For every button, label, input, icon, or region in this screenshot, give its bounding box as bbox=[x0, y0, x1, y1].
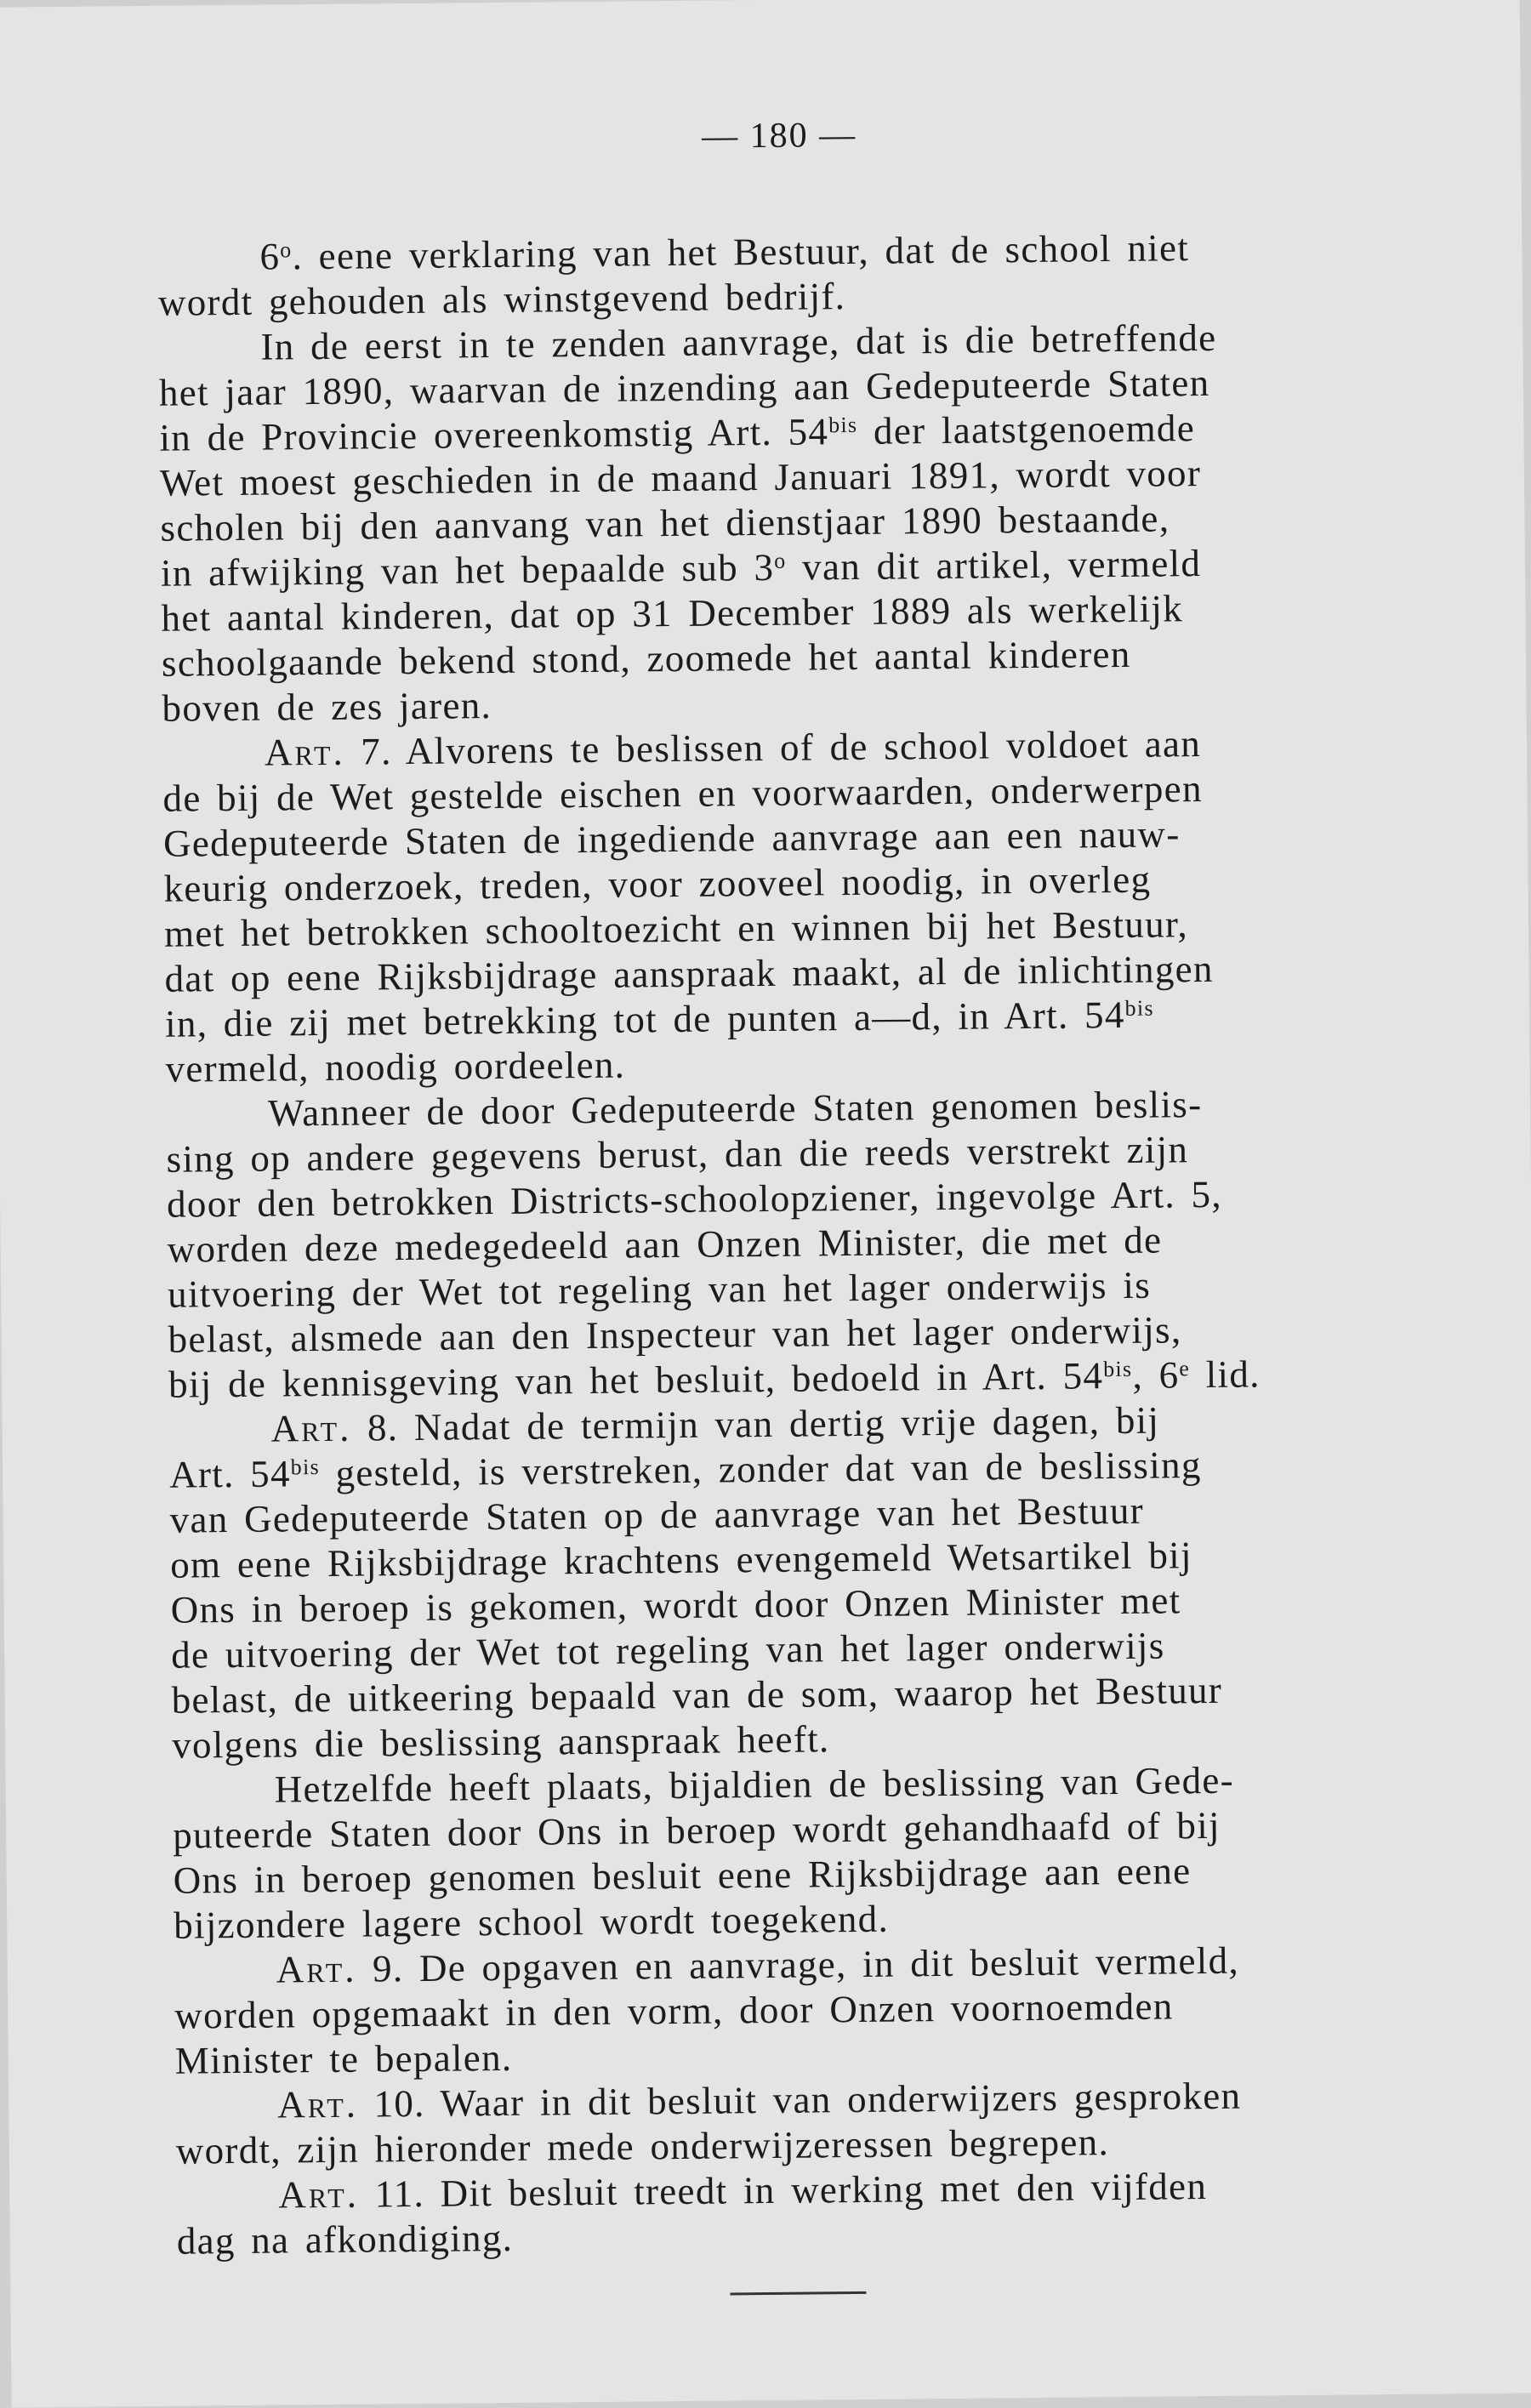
text-run: het jaar 1890, waarvan de inzending aan Gedeputeerde Staten bbox=[158, 361, 1210, 414]
text-run: bijzondere lagere school wordt toegekend. bbox=[174, 1897, 890, 1947]
text-run: van dit artikel, vermeld bbox=[786, 542, 1202, 589]
text-run: 8. Nadat de termijn van dertig vrije dagen, bij bbox=[351, 1398, 1160, 1449]
text-run: om eene Rijksbijdrage krachtens evengemeld Wetsartikel bij bbox=[169, 1534, 1192, 1586]
text-run: met het betrokken schooltoezicht en winnen bij het Bestuur, bbox=[163, 902, 1189, 955]
text-run: 7. Alvorens te beslissen of de school voldoet aan bbox=[344, 722, 1202, 773]
text-run: door den betrokken Districts-schoolopziener, ingevolge Art. 5, bbox=[166, 1172, 1223, 1226]
text-run: uitvoering der Wet tot regeling van het lager onderwijs is bbox=[167, 1263, 1152, 1316]
text-run: lid. bbox=[1189, 1352, 1261, 1397]
text-run: . eene verklaring van het Bestuur, dat de school niet bbox=[292, 226, 1190, 278]
text-run: wordt gehouden als winstgevend bedrijf. bbox=[157, 275, 846, 324]
text-run: Ons in beroep is gekomen, wordt door Onzen Minister met bbox=[170, 1579, 1181, 1631]
text-run: 11. Dit besluit treedt in werking met den vijfden bbox=[358, 2165, 1208, 2216]
text-run: vermeld, noodig oordeelen. bbox=[165, 1043, 626, 1090]
text-run: in afwijking van het bepaalde sub 3 bbox=[160, 545, 775, 595]
text-run: Hetzelfde heeft plaats, bijaldien de beslissing van Gede- bbox=[274, 1758, 1235, 1811]
text-run: in de Provincie overeenkomstig Art. 54 bbox=[159, 410, 829, 459]
text-run: worden opgemaakt in den vorm, door Onzen voornoemden bbox=[174, 1984, 1174, 2037]
text-run: dag na afkondiging. bbox=[176, 2216, 514, 2263]
body-text bbox=[157, 224, 1422, 2264]
text-run: puteerde Staten door Ons in beroep wordt gehandhaafd of bij bbox=[173, 1803, 1221, 1857]
superscript: bis bbox=[828, 412, 858, 438]
text-run: 6 bbox=[259, 235, 281, 278]
text-run: boven de zes jaren. bbox=[162, 684, 492, 730]
text-run: , 6 bbox=[1132, 1353, 1180, 1397]
text-run: 10. Waar in dit besluit van onderwijzers gesproken bbox=[357, 2074, 1242, 2126]
text-run: sing op andere gegevens berust, dan die reeds verstrekt zijn bbox=[166, 1128, 1189, 1181]
superscript: o bbox=[280, 237, 293, 263]
text-run: gesteld, is verstreken, zonder dat van de beslissing bbox=[319, 1443, 1202, 1495]
text-run: schoolgaande bekend stond, zoomede het aantal kinderen bbox=[161, 632, 1131, 685]
text-run: Ons in beroep genomen besluit eene Rijksbijdrage aan eene bbox=[173, 1849, 1192, 1902]
text-run: bij de kennisgeving van het besluit, bedoeld in Art. 54 bbox=[168, 1354, 1104, 1406]
text-run: wordt, zijn hieronder mede onderwijzeressen begrepen. bbox=[175, 2121, 1110, 2172]
text-run: de bij de Wet gestelde eischen en voorwaarden, onderwerpen bbox=[162, 767, 1203, 820]
superscript: bis bbox=[290, 1454, 321, 1480]
article-label: Art. bbox=[264, 730, 345, 774]
text-run: belast, de uitkeering bepaald van de som, waarop het Bestuur bbox=[171, 1668, 1223, 1722]
article-label: Art. bbox=[276, 1947, 357, 1991]
closing-rule bbox=[730, 2291, 866, 2296]
superscript: bis bbox=[1124, 995, 1154, 1021]
text-run: Gedeputeerde Staten de ingediende aanvrage aan een nauw- bbox=[162, 812, 1181, 865]
page-number: — 180 — bbox=[701, 115, 857, 157]
article-label: Art. bbox=[270, 1406, 352, 1450]
superscript: bis bbox=[1102, 1356, 1133, 1382]
text-run: van Gedeputeerde Staten op de aanvrage van het Bestuur bbox=[169, 1489, 1145, 1541]
text-run: de uitvoering der Wet tot regeling van het lager onderwijs bbox=[170, 1624, 1165, 1676]
text-run: in, die zij met betrekking tot de punten a—d, in Art. 54 bbox=[164, 993, 1125, 1045]
text-run: keurig onderzoek, treden, voor zooveel noodig, in overleg bbox=[163, 857, 1152, 910]
text-run: het aantal kinderen, dat op 31 December 1889 als werkelijk bbox=[161, 587, 1184, 640]
text-run: worden deze medegedeeld aan Onzen Minister, die met de bbox=[167, 1218, 1163, 1271]
article-label: Art. bbox=[278, 2172, 360, 2217]
text-run: scholen bij den aanvang van het dienstjaar 1890 bestaande, bbox=[160, 497, 1170, 549]
text-run: In de eerst in te zenden aanvrage, dat is die betreffende bbox=[260, 316, 1217, 368]
article-label: Art. bbox=[277, 2082, 359, 2126]
text-run: Wanneer de door Gedeputeerde Staten genomen beslis- bbox=[267, 1083, 1203, 1135]
text-run: volgens die beslissing aanspraak heeft. bbox=[171, 1717, 830, 1767]
text-run: belast, alsmede aan den Inspecteur van het lager onderwijs, bbox=[168, 1308, 1182, 1361]
text-run: dat op eene Rijksbijdrage aanspraak maakt, al de inlichtingen bbox=[164, 947, 1214, 1000]
text-run: Minister te bepalen. bbox=[174, 2035, 513, 2082]
text-run: Art. 54 bbox=[168, 1452, 291, 1496]
text-run: der laatstgenoemde bbox=[857, 407, 1196, 453]
text-run: Wet moest geschieden in de maand Januari 1891, wordt voor bbox=[159, 452, 1202, 504]
superscript: o bbox=[774, 548, 787, 573]
text-run: 9. De opgaven en aanvrage, in dit besluit vermeld, bbox=[356, 1938, 1240, 1990]
superscript: e bbox=[1179, 1356, 1191, 1381]
